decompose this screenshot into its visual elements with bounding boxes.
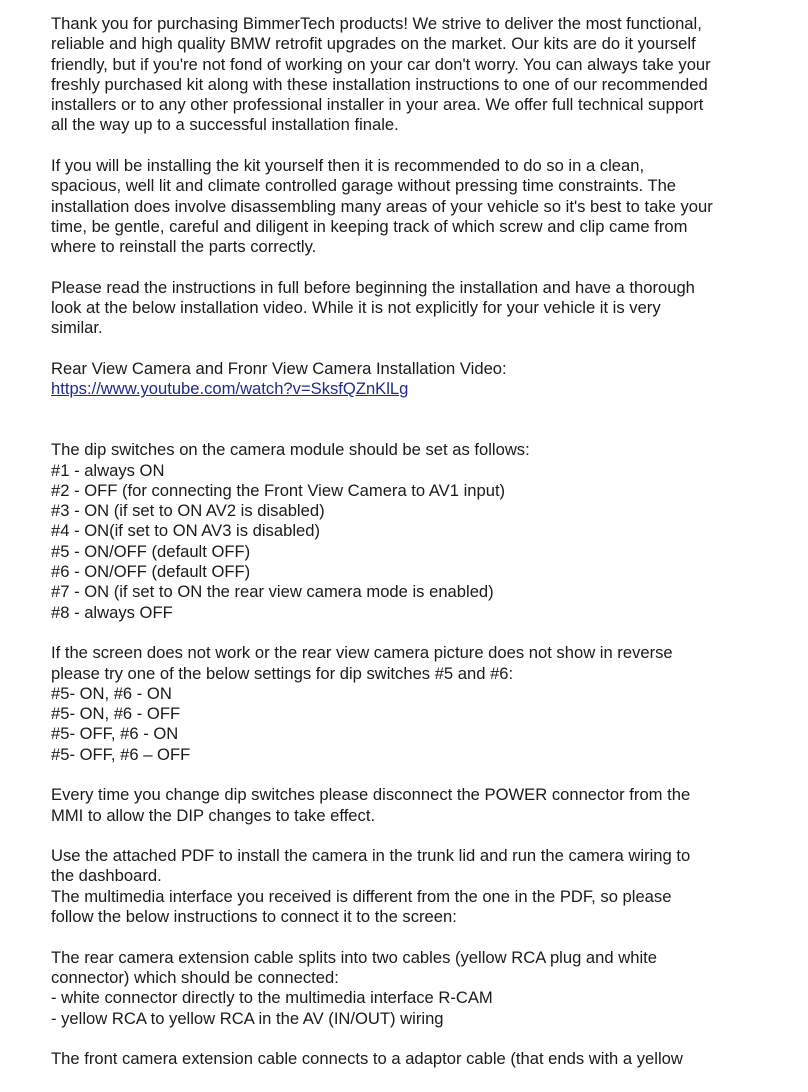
text-line: where to reinstall the parts correctly. bbox=[51, 237, 317, 257]
troubleshoot-paragraph bbox=[51, 643, 791, 765]
text-line: spacious, well lit and climate controlled garage without pressing time constraints. The bbox=[51, 176, 677, 196]
text-line: The multimedia interface you received is different from the one in the PDF, so please bbox=[51, 886, 672, 906]
text-line: If the screen does not work or the rear view camera picture does not show in reverse bbox=[51, 643, 673, 663]
dip-setting: #3 - ON (if set to ON AV2 is disabled) bbox=[51, 501, 325, 521]
dip-setting: #4 - ON(if set to ON AV3 is disabled) bbox=[51, 521, 320, 541]
text-line: friendly, but if you're not fond of working on your car don't worry. You can always take your bbox=[51, 54, 711, 74]
read-first-paragraph bbox=[51, 278, 791, 339]
dip-setting: #2 - OFF (for connecting the Front View Camera to AV1 input) bbox=[51, 480, 506, 500]
text-line: reliable and high quality BMW retrofit upgrades on the market. Our kits are do it yourself bbox=[51, 34, 696, 54]
text-line: - white connector directly to the multimedia interface R-CAM bbox=[51, 988, 493, 1008]
text-line: The front camera extension cable connects to a adaptor cable (that ends with a yellow bbox=[51, 1049, 683, 1069]
text-line: all the way up to a successful installation finale. bbox=[51, 115, 399, 135]
dip-setting: #1 - always ON bbox=[51, 460, 165, 480]
video-label: Rear View Camera and Fronr View Camera Installation Video: bbox=[51, 359, 507, 379]
text-line: freshly purchased kit along with these installation instructions to one of our recommended bbox=[51, 74, 708, 94]
text-line: the dashboard. bbox=[51, 866, 162, 886]
spacer bbox=[51, 420, 791, 440]
text-line: If you will be installing the kit yourself then it is recommended to do so in a clean, bbox=[51, 156, 645, 176]
text-line: - yellow RCA to yellow RCA in the AV (IN/OUT) wiring bbox=[51, 1008, 444, 1028]
text-line: Thank you for purchasing BimmerTech products! We strive to deliver the most functional, bbox=[51, 14, 702, 33]
text-line: similar. bbox=[51, 318, 103, 338]
text-line: time, be gentle, careful and diligent in keeping track of which screw and clip came from bbox=[51, 216, 688, 236]
text-line: connector) which should be connected: bbox=[51, 967, 339, 987]
video-link[interactable]: https://www.youtube.com/watch?v=SksfQZnKlLg bbox=[51, 379, 409, 399]
dip-combo: #5- ON, #6 - OFF bbox=[51, 704, 181, 724]
document-page bbox=[51, 14, 791, 1090]
spacer bbox=[51, 400, 791, 420]
dip-setting: #8 - always OFF bbox=[51, 602, 173, 622]
text-line: look at the below installation video. While it is not explicitly for your vehicle it is very bbox=[51, 298, 661, 318]
text-line: installers or to any other professional installer in your area. We offer full technical support bbox=[51, 95, 704, 115]
dip-combo: #5- OFF, #6 - ON bbox=[51, 724, 179, 744]
video-paragraph bbox=[51, 359, 791, 400]
dip-setting: #6 - ON/OFF (default OFF) bbox=[51, 562, 251, 582]
rear-cable-paragraph bbox=[51, 948, 791, 1029]
dip-switch-paragraph bbox=[51, 440, 791, 623]
dip-combo: #5- ON, #6 - ON bbox=[51, 683, 172, 703]
text-line: Please read the instructions in full before beginning the installation and have a thorough bbox=[51, 277, 695, 297]
dip-combo: #5- OFF, #6 – OFF bbox=[51, 744, 191, 764]
front-cable-paragraph bbox=[51, 1049, 791, 1069]
text-line: Use the attached PDF to install the camera in the trunk lid and run the camera wiring to bbox=[51, 846, 691, 866]
text-line: please try one of the below settings for dip switches #5 and #6: bbox=[51, 663, 514, 683]
garage-paragraph bbox=[51, 156, 791, 257]
text-line: The rear camera extension cable splits into two cables (yellow RCA plug and white bbox=[51, 947, 657, 967]
text-line: follow the below instructions to connect it to the screen: bbox=[51, 907, 457, 927]
intro-paragraph bbox=[51, 14, 791, 136]
power-note-paragraph bbox=[51, 785, 791, 826]
dip-intro: The dip switches on the camera module should be set as follows: bbox=[51, 440, 530, 460]
dip-setting: #5 - ON/OFF (default OFF) bbox=[51, 541, 251, 561]
text-line: Every time you change dip switches please disconnect the POWER connector from the bbox=[51, 785, 691, 805]
text-line: MMI to allow the DIP changes to take effect. bbox=[51, 805, 376, 825]
text-line: installation does involve disassembling many areas of your vehicle so it's best to take your bbox=[51, 196, 713, 216]
pdf-note-paragraph bbox=[51, 846, 791, 927]
dip-setting: #7 - ON (if set to ON the rear view camera mode is enabled) bbox=[51, 582, 494, 602]
